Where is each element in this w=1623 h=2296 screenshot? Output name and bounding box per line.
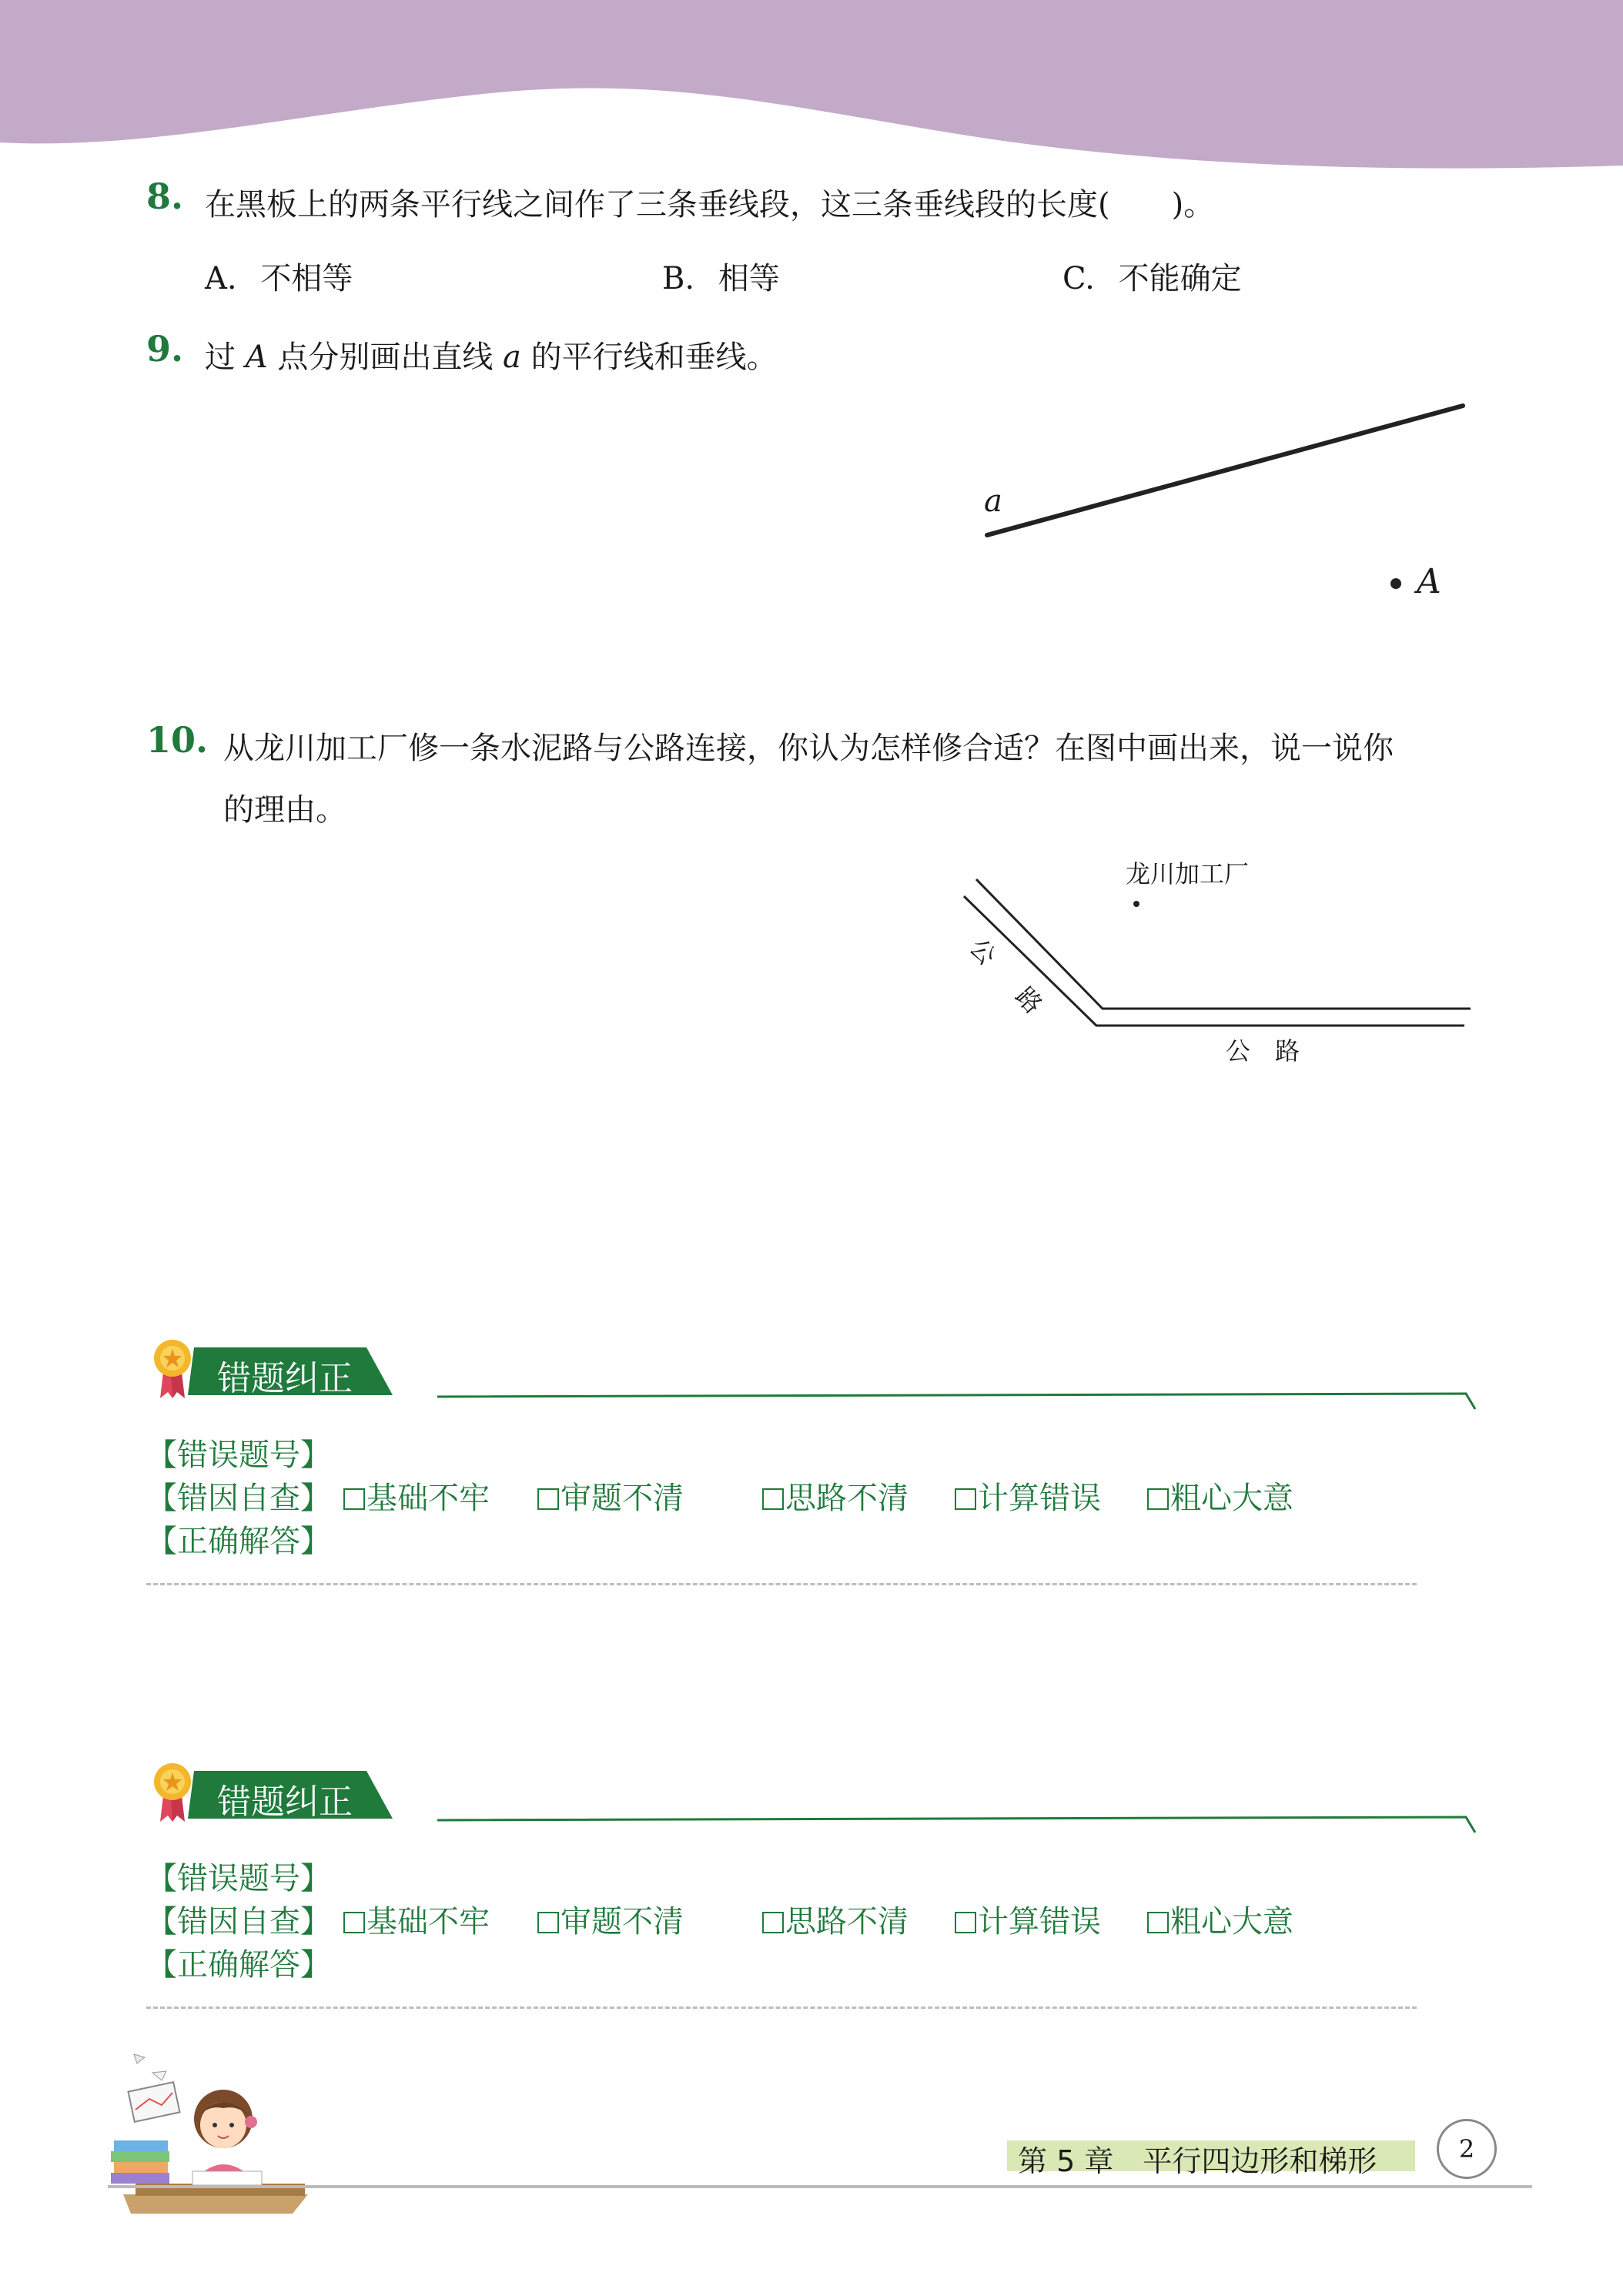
q10-factory-dot bbox=[1133, 901, 1139, 907]
q10-factory-label: 龙川加工厂 bbox=[1126, 859, 1250, 889]
q10-text-line2: 的理由。 bbox=[223, 792, 346, 828]
cause-option-4[interactable]: 计算错误 bbox=[955, 1474, 1101, 1518]
checkbox-icon bbox=[955, 1488, 976, 1510]
q8-option-a-text: 不相等 bbox=[260, 261, 353, 296]
q10-road-figure bbox=[955, 862, 1486, 1047]
footer-rule bbox=[108, 2185, 1532, 2188]
q8-option-c[interactable] bbox=[1062, 254, 1242, 298]
medal-icon bbox=[152, 1762, 192, 1823]
q9-text-part3: 的平行线和垂线。 bbox=[530, 340, 778, 375]
cause-label: 【错因自查】 bbox=[146, 1481, 331, 1516]
cause-row bbox=[146, 1897, 1293, 1941]
checkbox-icon bbox=[762, 1488, 784, 1510]
cause-label: 【错因自查】 bbox=[146, 1904, 331, 1940]
cause-option-3[interactable]: 思路不清 bbox=[762, 1474, 909, 1518]
cause-option-2[interactable]: 审题不清 bbox=[537, 1897, 684, 1941]
checkbox-icon bbox=[1147, 1912, 1169, 1933]
q8-option-b-text: 相等 bbox=[718, 261, 780, 296]
cause-option-1[interactable]: 基础不牢 bbox=[343, 1474, 490, 1518]
q8-option-b-label: B. bbox=[662, 261, 695, 296]
q8-option-c-label: C. bbox=[1062, 261, 1095, 296]
q9-number: 9. bbox=[146, 328, 184, 370]
q9-text-part2: 点分别画出直线 bbox=[277, 340, 494, 375]
cause-option-1[interactable]: 基础不牢 bbox=[343, 1897, 490, 1941]
q9-line-label: a bbox=[984, 484, 1002, 519]
cause-option-3[interactable]: 思路不清 bbox=[762, 1897, 909, 1941]
checkbox-icon bbox=[1147, 1488, 1169, 1510]
page-number: 2 bbox=[1458, 2134, 1475, 2164]
correction-rule bbox=[437, 1809, 1477, 1840]
checkbox-icon bbox=[343, 1488, 365, 1510]
correction-section-2 bbox=[146, 1755, 1486, 2010]
q9-text-line: a bbox=[503, 340, 521, 375]
checkbox-icon bbox=[343, 1912, 365, 1933]
cause-option-4[interactable]: 计算错误 bbox=[955, 1897, 1101, 1941]
header-wave bbox=[0, 0, 1623, 177]
q8-number: 8. bbox=[146, 176, 184, 217]
q8-option-b[interactable] bbox=[662, 254, 780, 298]
error-number-label: 【错误题号】 bbox=[146, 1438, 331, 1473]
q9-text bbox=[205, 333, 778, 377]
q10-road-edge-upper bbox=[976, 879, 1471, 1009]
answer-label: 【正确解答】 bbox=[146, 1947, 331, 1983]
correction-section-1 bbox=[146, 1332, 1486, 1586]
error-number-label: 【错误题号】 bbox=[146, 1861, 331, 1896]
q8-text: 在黑板上的两条平行线之间作了三条垂线段，这三条垂线段的长度( )。 bbox=[205, 187, 1215, 223]
q10-number: 10. bbox=[146, 719, 209, 761]
checkbox-icon bbox=[955, 1912, 976, 1933]
girl-studying-illustration bbox=[108, 2048, 316, 2217]
correction-title: 错题纠正 bbox=[217, 1782, 353, 1822]
q10-road-label-diagonal-1: 公 bbox=[963, 932, 1002, 971]
q8-option-a-label: A. bbox=[205, 261, 237, 296]
cause-option-5[interactable]: 粗心大意 bbox=[1147, 1474, 1293, 1518]
checkbox-icon bbox=[762, 1912, 784, 1933]
q10-text-line1: 从龙川加工厂修一条水泥路与公路连接，你认为怎样修合适？在图中画出来，说一说你 bbox=[223, 731, 1394, 766]
cause-option-5[interactable]: 粗心大意 bbox=[1147, 1897, 1293, 1941]
q9-point-a bbox=[1390, 578, 1401, 589]
q10-road-label-diagonal-2: 路 bbox=[1009, 981, 1049, 1019]
section-divider bbox=[146, 1583, 1417, 1585]
chapter-title: 第 5 章 平行四边形和梯形 bbox=[1018, 2144, 1377, 2178]
answer-label: 【正确解答】 bbox=[146, 1524, 331, 1559]
q8-option-a[interactable] bbox=[205, 254, 353, 298]
section-divider bbox=[146, 2006, 1417, 2009]
q9-figure bbox=[970, 385, 1478, 616]
cause-row bbox=[146, 1474, 1293, 1518]
q8-option-c-text: 不能确定 bbox=[1118, 261, 1242, 296]
medal-icon bbox=[152, 1338, 192, 1400]
cause-option-2[interactable]: 审题不清 bbox=[537, 1474, 684, 1518]
q9-point-label: A bbox=[1417, 562, 1441, 601]
q9-text-point: A bbox=[245, 340, 268, 375]
checkbox-icon bbox=[537, 1912, 559, 1933]
q10-road-label-bottom: 公 路 bbox=[1226, 1036, 1300, 1066]
correction-rule bbox=[437, 1386, 1477, 1417]
q9-line-a bbox=[987, 406, 1463, 535]
checkbox-icon bbox=[537, 1488, 559, 1510]
page-number-circle bbox=[1437, 2119, 1497, 2179]
correction-title: 错题纠正 bbox=[217, 1359, 353, 1398]
q9-text-part1: 过 bbox=[205, 340, 236, 375]
